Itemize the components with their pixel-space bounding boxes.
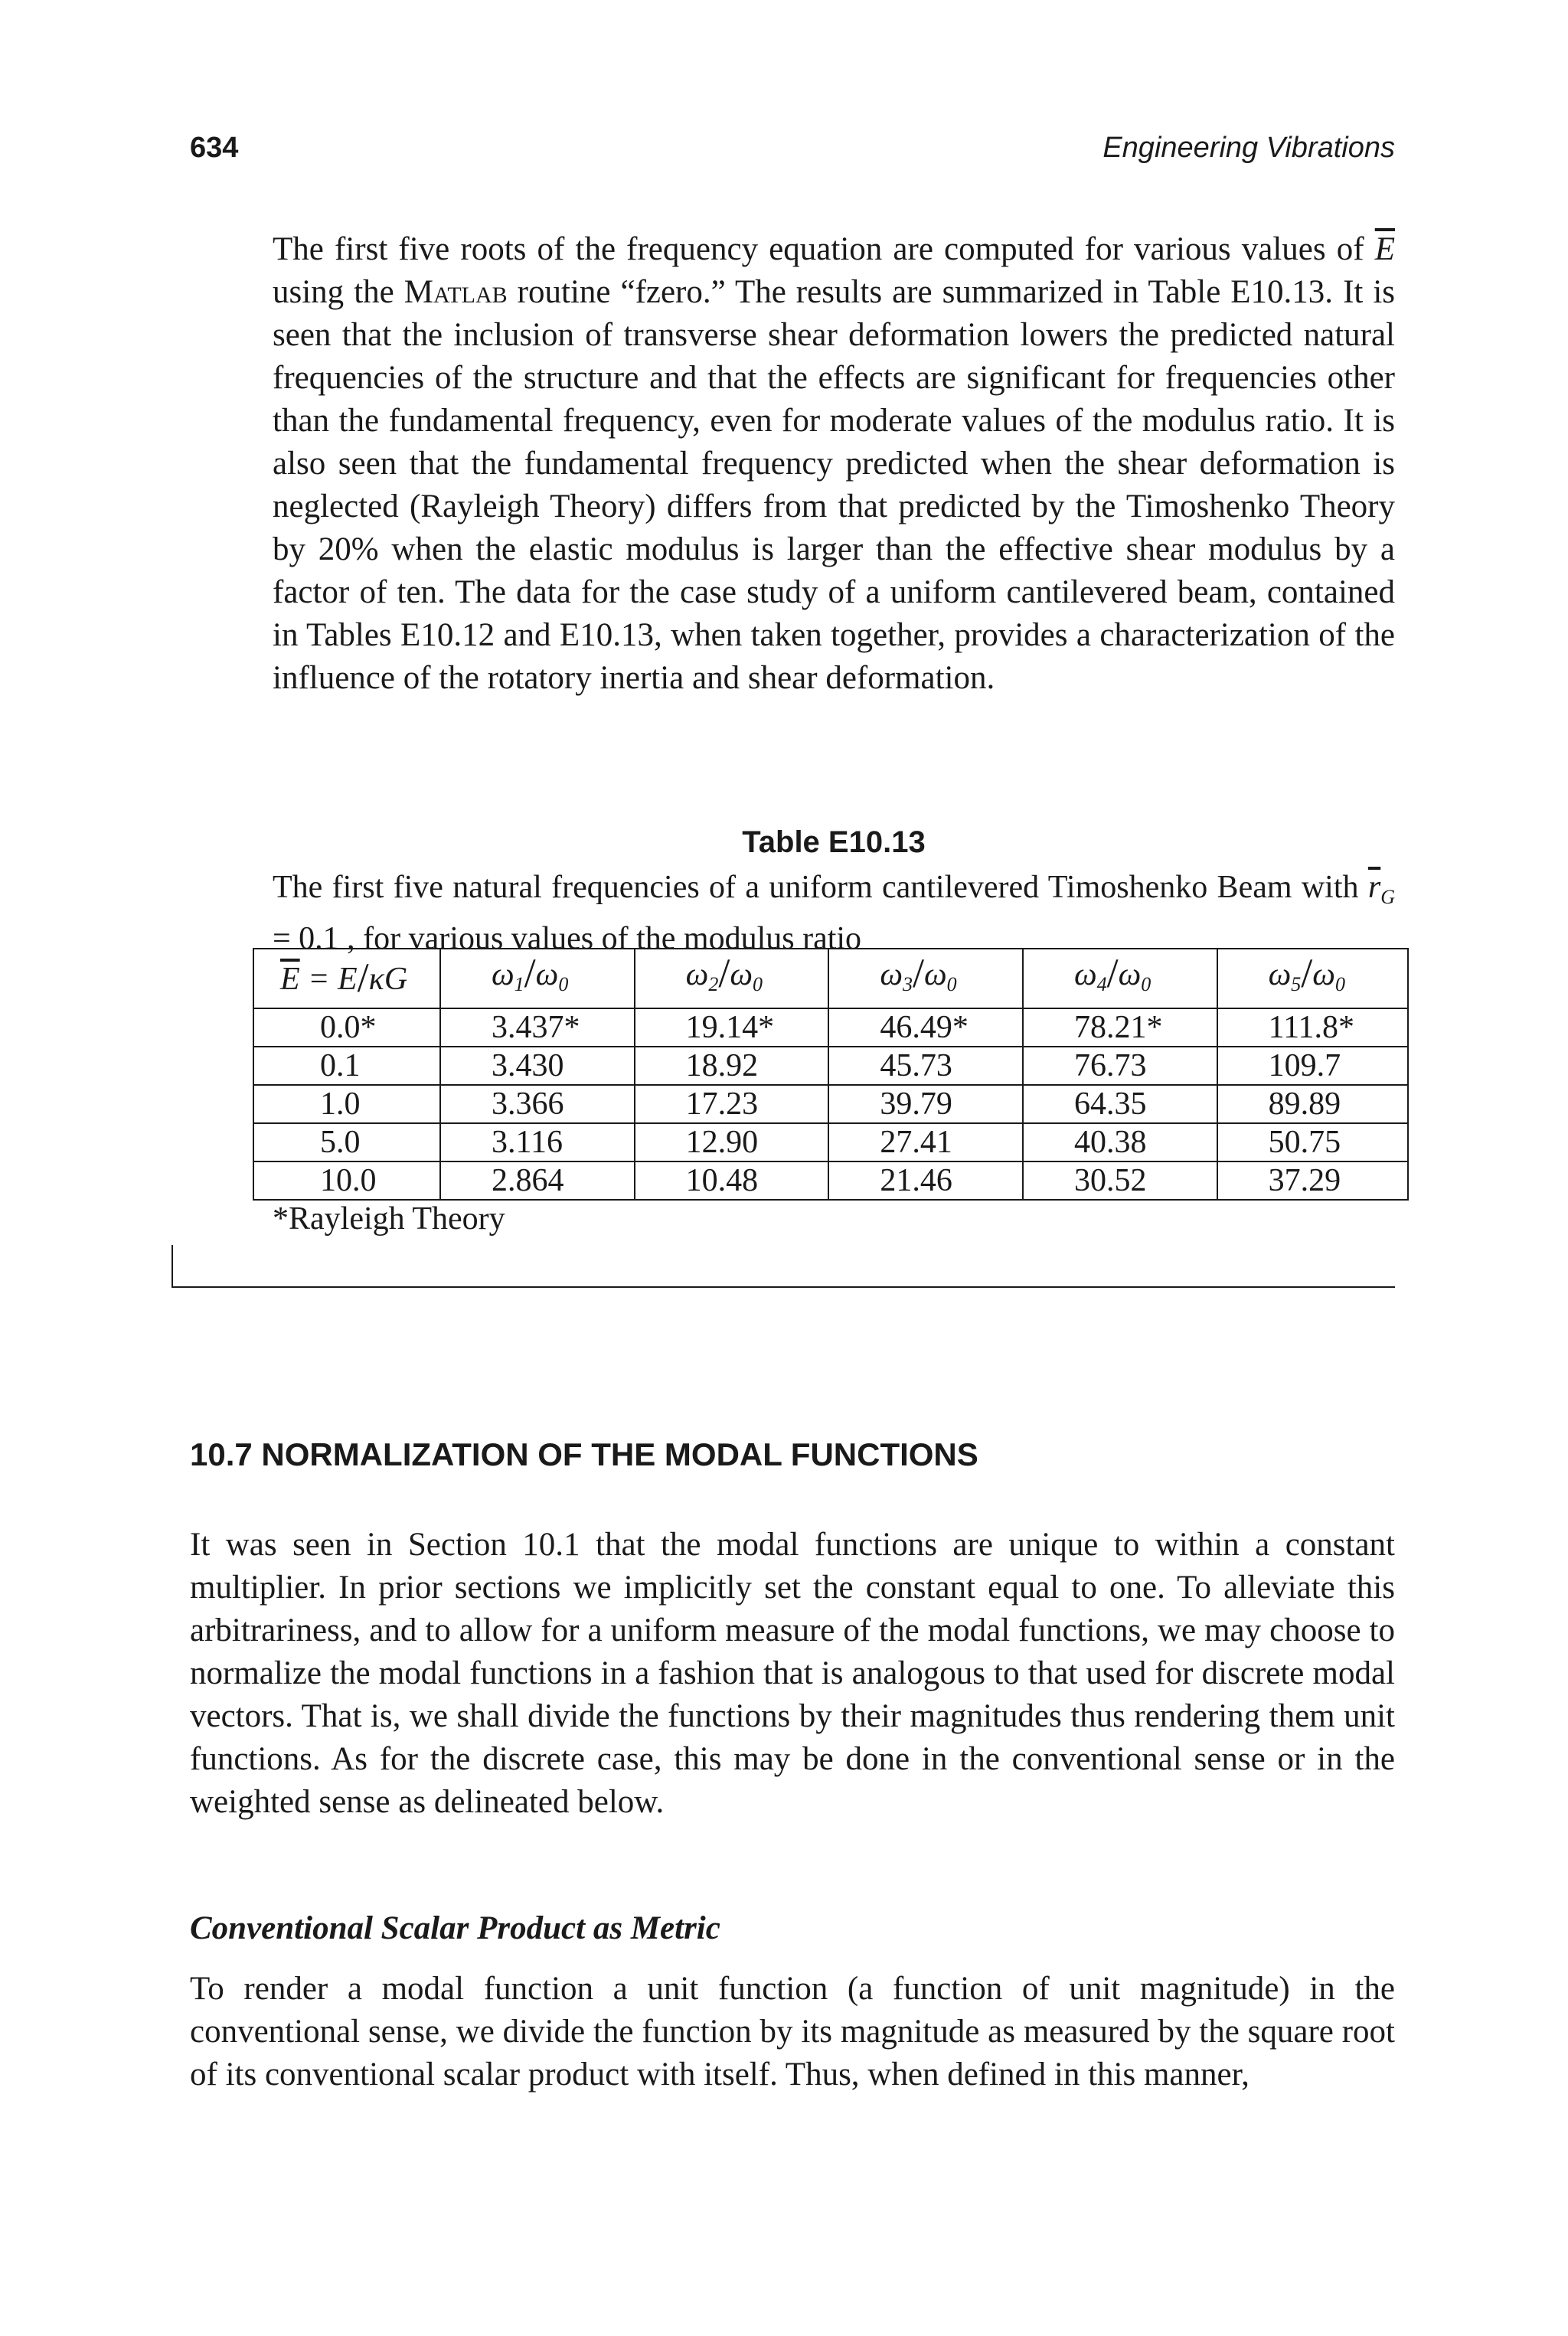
subsection-heading: Conventional Scalar Product as Metric <box>190 1910 720 1946</box>
header-slash: / <box>357 955 369 1001</box>
table-cell: 37.29 <box>1217 1161 1408 1200</box>
table-cell: 76.73 <box>1023 1047 1217 1085</box>
table-cell: 17.23 <box>635 1085 829 1123</box>
table-title: Table E10.13 <box>742 825 926 859</box>
table-cell: 10.48 <box>635 1161 829 1200</box>
section-paragraph: It was seen in Section 10.1 that the modal functions are unique to within a constant multiplier. In prior sections we implicitly set the constant equal to one. To alleviate this arbitrariness, and to allow for a uniform measure of the modal functions, we may choose to normalize the modal functions in a fashion that is analogous to that used for discrete modal vectors. That is, we shall divide the functions by their magnitudes thus rendering them unit functions. As for the discrete case, this may be done in the conventional sense or in the weighted sense as delineated below. <box>190 1527 1395 1820</box>
table-header-row <box>253 949 1408 1008</box>
table-caption <box>273 867 1395 959</box>
table-cell: 3.430 <box>440 1047 635 1085</box>
header-omega-3: $\omega_3/\omega_0$ <box>828 949 1023 1008</box>
table-cell: 1.0 <box>253 1085 440 1123</box>
page-header <box>190 132 1395 178</box>
caption-text: = 0.1 , for various values of the modulus ratio <box>273 921 862 956</box>
table-row <box>253 1085 1408 1123</box>
table-cell: 10.0 <box>253 1161 440 1200</box>
table-cell: 39.79 <box>828 1085 1023 1123</box>
table-cell: 21.46 <box>828 1161 1023 1200</box>
table-cell: 19.14* <box>635 1008 829 1047</box>
table-cell: 3.437* <box>440 1008 635 1047</box>
header-equals: = E <box>299 962 358 997</box>
section-heading: 10.7 NORMALIZATION OF THE MODAL FUNCTIONS <box>190 1436 978 1472</box>
table-cell: 109.7 <box>1217 1047 1408 1085</box>
table-cell: 50.75 <box>1217 1123 1408 1161</box>
table-cell: 111.8* <box>1217 1008 1408 1047</box>
separator-tick <box>172 1245 173 1288</box>
table-cell: 45.73 <box>828 1047 1023 1085</box>
table-cell: 46.49* <box>828 1008 1023 1047</box>
table-cell: 30.52 <box>1023 1161 1217 1200</box>
table-cell: 64.35 <box>1023 1085 1217 1123</box>
table-cell: 5.0 <box>253 1123 440 1161</box>
header-omega-1: $\omega_1/\omega_0$ <box>440 949 635 1008</box>
matlab-name: Matlab <box>403 274 508 310</box>
frequency-table <box>253 948 1409 1201</box>
table-footnote: *Rayleigh Theory <box>273 1201 505 1237</box>
radius-gyration-subscript: G <box>1380 886 1395 908</box>
paragraph-results <box>273 228 1395 700</box>
table-cell: 89.89 <box>1217 1085 1408 1123</box>
header-symbol: $\overline{E}$ <box>280 962 300 997</box>
table-cell: 18.92 <box>635 1047 829 1085</box>
paragraph-text: The first five roots of the frequency equation are computed for various values of <box>273 231 1364 267</box>
table-cell: 27.41 <box>828 1123 1023 1161</box>
page-number: 634 <box>190 132 239 164</box>
header-omega-2: $\omega_2/\omega_0$ <box>635 949 829 1008</box>
paragraph-text: routine “fzero.” The results are summarized in Table E10.13. It is seen that the inclusion of transverse shear deformation lowers the predicted natural frequencies of the structure and that the effects are significant for frequencies other than the fundamental frequency, even for moderate values of the modulus ratio. It is also seen that the fundamental frequency predicted when the shear deformation is neglected (Rayleigh Theory) differs from that predicted by the Timoshenko Theory by 20% when the elastic modulus is larger than the effective shear modulus by a factor of ten. The data for the case study of a uniform cantilevered beam, contained in Tables E10.12 and E10.13, when taken together, provides a characterization of the influence of the rotatory inertia and shear deformation. <box>273 274 1396 696</box>
table-cell: 40.38 <box>1023 1123 1217 1161</box>
table-row <box>253 1047 1408 1085</box>
table-cell: 2.864 <box>440 1161 635 1200</box>
running-head: Engineering Vibrations <box>1102 132 1395 164</box>
header-omega-5: $\omega_5/\omega_0$ <box>1217 949 1408 1008</box>
table-cell: 12.90 <box>635 1123 829 1161</box>
table-cell: 3.366 <box>440 1085 635 1123</box>
table-row <box>253 1161 1408 1200</box>
paragraph-text: using the <box>273 274 394 310</box>
separator-rule <box>172 1286 1395 1288</box>
table-row <box>253 1008 1408 1047</box>
table-cell: 0.1 <box>253 1047 440 1085</box>
modulus-ratio-symbol: $\overline{E}$ <box>1374 231 1396 267</box>
header-omega-4: $\omega_4/\omega_0$ <box>1023 949 1217 1008</box>
header-modulus-ratio <box>253 949 440 1008</box>
radius-gyration-symbol: $\overline{r}$ <box>1367 870 1381 905</box>
table-cell: 0.0* <box>253 1008 440 1047</box>
table-cell: 78.21* <box>1023 1008 1217 1047</box>
subsection-paragraph: To render a modal function a unit function (a function of unit magnitude) in the conventional sense, we divide the function by its magnitude as measured by the square root of its conventional scalar product with itself. Thus, when defined in this manner, <box>190 1971 1395 2093</box>
table-row <box>253 1123 1408 1161</box>
header-shear-modulus: κG <box>368 962 408 997</box>
caption-text: The first five natural frequencies of a uniform cantilevered Timoshenko Beam with <box>273 870 1359 905</box>
table-cell: 3.116 <box>440 1123 635 1161</box>
